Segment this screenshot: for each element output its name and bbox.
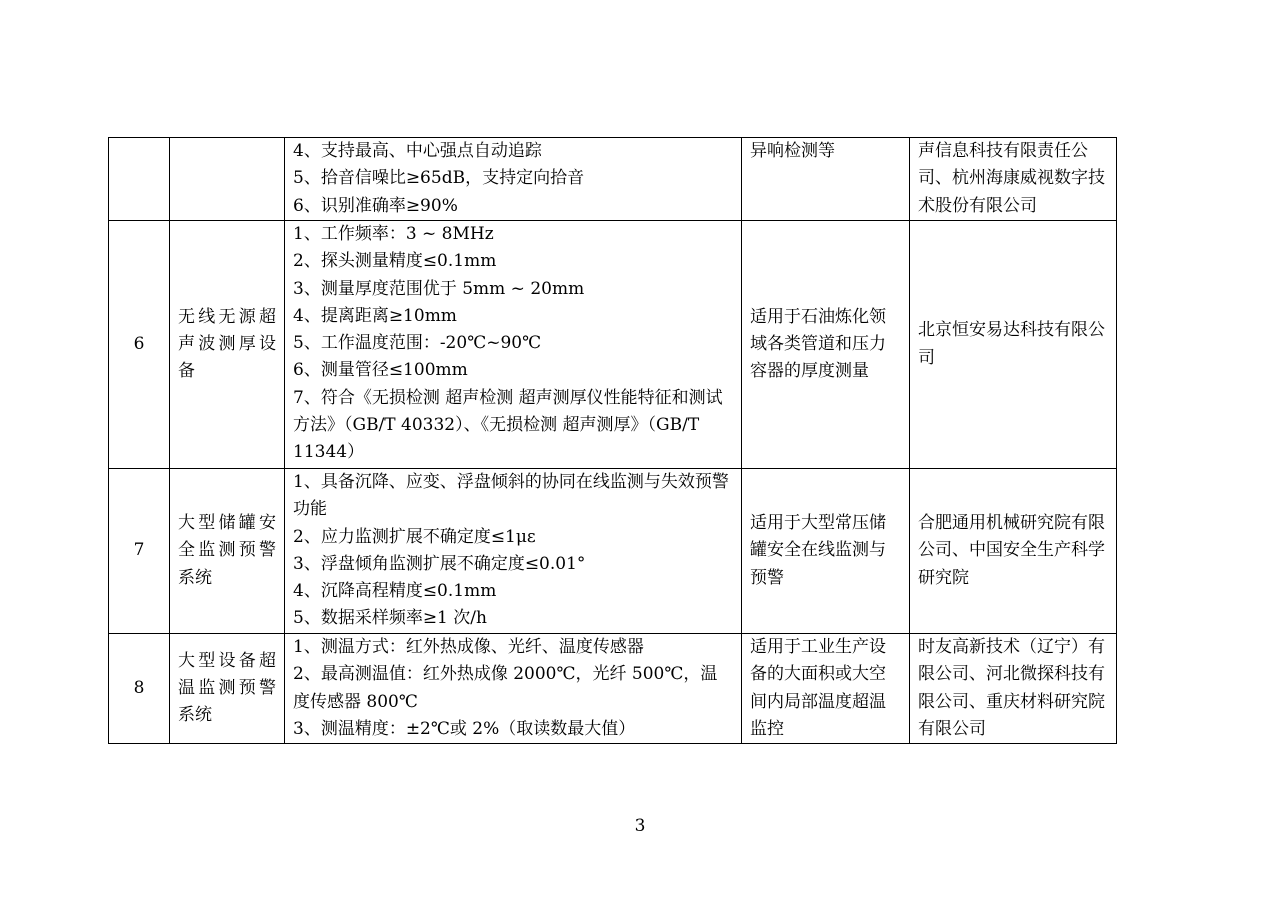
table-row [109,469,1117,634]
spec-line: 5、数据采样频率≥1 次/h [293,608,487,629]
spec-line: 2、探头测量精度≤0.1mm [293,251,497,272]
table-row [109,634,1117,744]
page-number: 3 [634,816,646,836]
application-cell: 适用于大型常压储罐安全在线监测与预警 [742,469,910,634]
spec-line: 1、具备沉降、应变、浮盘倾斜的协同在线监测与失效预警功能 [293,472,729,520]
equipment-name-cell: 大型设备超温监测预警系统 [170,634,285,744]
spec-line: 3、测温精度：±2℃或 2%（取读数最大值） [293,718,636,739]
equipment-name-cell [170,138,285,221]
row-number-cell: 8 [109,634,170,744]
specs-cell [285,469,742,634]
specs-cell [285,221,742,469]
row-number-cell [109,138,170,221]
table-row [109,138,1117,221]
spec-line: 6、识别准确率≥90% [293,195,458,216]
equipment-name-cell: 大型储罐安全监测预警系统 [170,469,285,634]
spec-line: 3、测量厚度范围优于 5mm ~ 20mm [293,278,585,299]
spec-line: 5、工作温度范围：-20℃~90℃ [293,333,542,354]
company-cell: 时友高新技术（辽宁）有限公司、河北微探科技有限公司、重庆材料研究院有限公司 [910,634,1117,744]
company-cell: 声信息科技有限责任公司、杭州海康威视数字技术股份有限公司 [910,138,1117,221]
row-number-cell: 6 [109,221,170,469]
table-row [109,221,1117,469]
spec-line: 7、符合《无损检测 超声检测 超声测厚仪性能特征和测试方法》（GB/T 40332）、《无损检测 超声测厚》（GB/T 11344） [293,387,723,463]
specs-cell [285,138,742,221]
spec-line: 2、最高测温值：红外热成像 2000℃，光纤 500℃，温度传感器 800℃ [293,664,718,712]
company-cell: 北京恒安易达科技有限公司 [910,221,1117,469]
application-cell: 适用于石油炼化领域各类管道和压力容器的厚度测量 [742,221,910,469]
specs-cell [285,634,742,744]
spec-line: 1、测温方式：红外热成像、光纤、温度传感器 [293,637,644,657]
spec-line: 4、支持最高、中心强点自动追踪 [293,141,542,161]
spec-line: 4、沉降高程精度≤0.1mm [293,581,497,602]
spec-line: 5、拾音信噪比≥65dB，支持定向拾音 [293,168,585,189]
spec-line: 2、应力监测扩展不确定度≤1με [293,526,536,547]
spec-line: 4、提离距离≥10mm [293,305,457,326]
application-cell: 异响检测等 [742,138,910,221]
spec-line: 6、测量管径≤100mm [293,360,468,381]
application-cell: 适用于工业生产设备的大面积或大空间内局部温度超温监控 [742,634,910,744]
row-number-cell: 7 [109,469,170,634]
equipment-table [108,137,1117,744]
spec-line: 3、浮盘倾角监测扩展不确定度≤0.01° [293,553,586,574]
spec-line: 1、工作频率：3 ~ 8MHz [293,224,494,244]
equipment-name-cell: 无线无源超声波测厚设备 [170,221,285,469]
company-cell: 合肥通用机械研究院有限公司、中国安全生产科学研究院 [910,469,1117,634]
